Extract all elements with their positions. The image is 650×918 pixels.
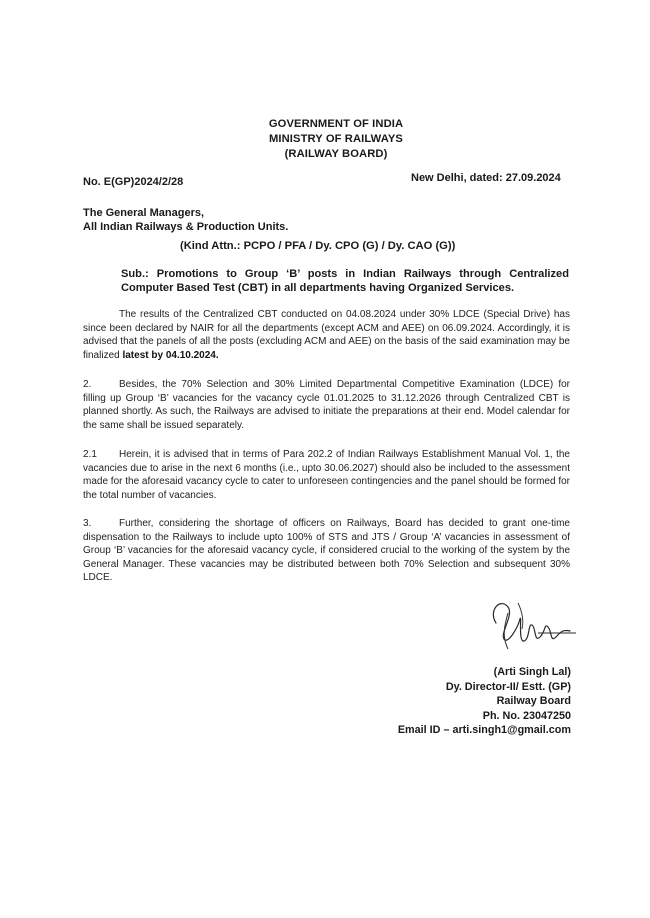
paragraph-2: [83, 378, 570, 432]
signatory-phone: Ph. No. 23047250: [482, 709, 571, 722]
signatory-office: Railway Board: [496, 695, 571, 708]
paragraph-1: [83, 308, 570, 362]
paragraph-3-number: 3.: [83, 518, 92, 529]
handwritten-signature: [478, 593, 578, 655]
paragraph-1-text: The results of the Centralized CBT conducted on 04.08.2024 under 30% LDCE (Special Drive) has since been declared by NAIR for all the departments (except ACM and AEE) on 06.09.2024. Accordingly, it is advised that the panels of all the posts (excluding ACM and AEE) on the basis of the said examination may be finalized: [83, 309, 570, 361]
paragraph-2-number: 2.: [83, 379, 92, 390]
letterhead-board: (RAILWAY BOARD): [284, 148, 388, 160]
letterhead-government: GOVERNMENT OF INDIA: [268, 118, 404, 130]
kind-attention: (Kind Attn.: PCPO / PFA / Dy. CPO (G) / Dy. CAO (G)): [180, 240, 456, 252]
paragraph-2-text: Besides, the 70% Selection and 30% Limited Departmental Competitive Examination (LDCE) for filling up Group ‘B’ vacancies for the vacancy cycle 01.01.2025 to 31.12.2026 through Centralized CBT is planned shortly. As such, the Railways are advised to initiate the preparations at their end. Model calendar for the same shall be issued separately.: [83, 379, 570, 431]
paragraph-2-1-number: 2.1: [83, 449, 97, 460]
paragraph-1-deadline: latest by 04.10.2024.: [122, 349, 219, 361]
letterhead: [0, 117, 650, 162]
addressee: [83, 206, 288, 234]
paragraph-2-1: [83, 448, 570, 502]
addressee-line-1: The General Managers,: [83, 207, 205, 219]
paragraph-3-text: Further, considering the shortage of officers on Railways, Board has decided to grant one-time dispensation to the Railways to include upto 100% of STS and JTS / Group ‘A’ vacancies in assessment of Group ‘B’ vacancies for the aforesaid vacancy cycle, if considered crucial to the working of the system by the General Manager. These vacancies may be distributed between both 70% Selection and subsequent 30% LDCE.: [83, 518, 570, 584]
signatory-designation: Dy. Director-II/ Estt. (GP): [445, 680, 571, 693]
letterhead-ministry: MINISTRY OF RAILWAYS: [269, 133, 403, 145]
signatory-block: [380, 665, 571, 738]
paragraph-2-1-text: Herein, it is advised that in terms of Para 202.2 of Indian Railways Establishment Manual Vol. 1, the vacancies due to arise in the next 6 months (i.e., upto 30.06.2027) should also be included to the assessment made for the aforesaid vacancy cycle to cater to unforeseen contingencies and the panel should be formed for the total number of vacancies.: [83, 449, 570, 501]
letter-date: New Delhi, dated: 27.09.2024: [411, 172, 561, 184]
signatory-email: Email ID – arti.singh1@gmail.com: [397, 724, 571, 737]
reference-number: No. E(GP)2024/2/28: [83, 176, 184, 188]
signatory-name: (Arti Singh Lal): [493, 666, 571, 678]
addressee-line-2: All Indian Railways & Production Units.: [83, 221, 289, 233]
subject-line: Sub.: Promotions to Group ‘B’ posts in Indian Railways through Centralized Computer Based Test (CBT) in all departments having Organized Services.: [121, 268, 569, 294]
paragraph-3: [83, 517, 570, 585]
